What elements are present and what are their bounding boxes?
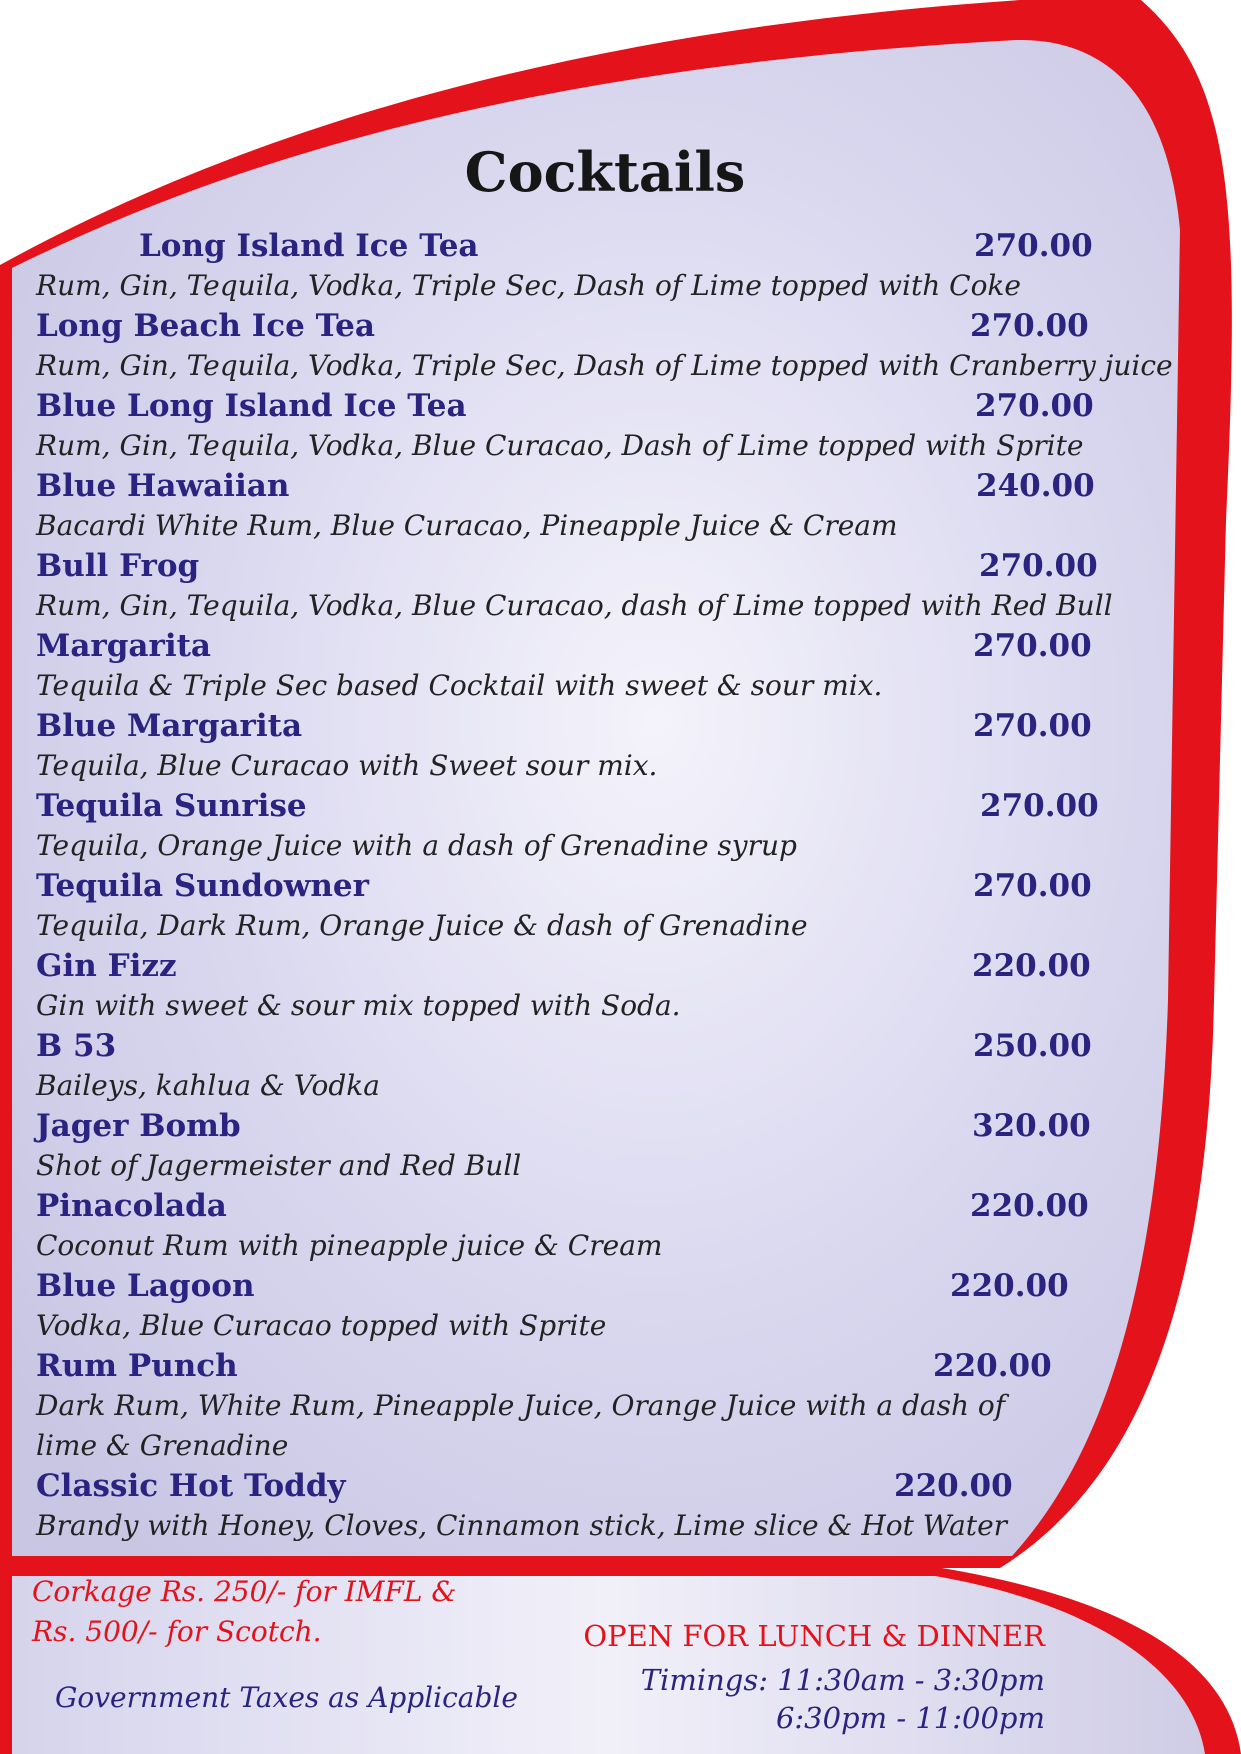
corkage-line-1: Corkage Rs. 250/- for IMFL & (32, 1575, 457, 1608)
item-name: Blue Margarita (36, 708, 303, 744)
item-price: 270.00 (974, 228, 1093, 264)
item-name: Blue Long Island Ice Tea (36, 388, 467, 424)
menu-item (36, 946, 1106, 1026)
item-description: Gin with sweet & sour mix topped with Soda. (36, 989, 681, 1022)
item-description: Tequila, Orange Juice with a dash of Grenadine syrup (36, 829, 797, 862)
item-price: 220.00 (972, 948, 1091, 984)
menu-item (36, 1026, 1106, 1106)
menu-item (36, 866, 1106, 946)
item-description: Tequila & Triple Sec based Cocktail with sweet & sour mix. (36, 669, 883, 702)
menu-item (36, 306, 1173, 386)
item-price: 270.00 (973, 868, 1092, 904)
corkage-note (32, 1572, 456, 1652)
item-name: Tequila Sundowner (36, 868, 369, 904)
menu-item (36, 626, 1106, 706)
menu-item (36, 706, 1106, 786)
item-name: Long Island Ice Tea (139, 228, 479, 264)
item-price: 220.00 (933, 1348, 1052, 1384)
item-price: 270.00 (973, 628, 1092, 664)
menu-item (36, 1466, 1106, 1546)
item-description: Baileys, kahlua & Vodka (36, 1069, 380, 1102)
corkage-line-2: Rs. 500/- for Scotch. (32, 1615, 322, 1648)
item-description: Brandy with Honey, Cloves, Cinnamon stick, Lime slice & Hot Water (36, 1509, 1008, 1542)
item-description: Rum, Gin, Tequila, Vodka, Triple Sec, Dash of Lime topped with Cranberry juice (36, 349, 1173, 382)
open-hours-heading: OPEN FOR LUNCH & DINNER (583, 1619, 1045, 1653)
item-description: Shot of Jagermeister and Red Bull (36, 1149, 522, 1182)
menu-item (36, 1346, 1106, 1466)
item-description: Tequila, Dark Rum, Orange Juice & dash of Grenadine (36, 909, 808, 942)
item-name: Blue Hawaiian (36, 468, 290, 504)
item-description: Coconut Rum with pineapple juice & Cream (36, 1229, 663, 1262)
page-title: Cocktails (464, 140, 746, 204)
item-description: Rum, Gin, Tequila, Vodka, Blue Curacao, dash of Lime topped with Red Bull (36, 589, 1113, 622)
item-description: Dark Rum, White Rum, Pineapple Juice, Orange Juice with a dash of lime & Grenadine (36, 1389, 1006, 1462)
item-description: Tequila, Blue Curacao with Sweet sour mix. (36, 749, 658, 782)
menu-item (36, 1106, 1106, 1186)
item-name: Classic Hot Toddy (36, 1468, 346, 1504)
item-price: 240.00 (976, 468, 1095, 504)
timing-dinner: 6:30pm - 11:00pm (775, 1701, 1045, 1735)
item-name: Rum Punch (36, 1348, 238, 1384)
menu-item (36, 1186, 1106, 1266)
item-price: 270.00 (980, 788, 1099, 824)
item-name: Bull Frog (36, 548, 200, 584)
menu-item (36, 546, 1113, 626)
item-description: Rum, Gin, Tequila, Vodka, Blue Curacao, Dash of Lime topped with Sprite (36, 429, 1084, 462)
item-price: 220.00 (970, 1188, 1089, 1224)
menu-item (36, 386, 1106, 466)
menu-item (36, 786, 1106, 866)
cocktail-menu (36, 226, 1173, 1546)
item-price: 270.00 (979, 548, 1098, 584)
item-description: Rum, Gin, Tequila, Vodka, Triple Sec, Dash of Lime topped with Coke (36, 269, 1021, 302)
item-price: 270.00 (973, 708, 1092, 744)
timing-lunch: Timings: 11:30am - 3:30pm (640, 1663, 1045, 1697)
item-price: 320.00 (972, 1108, 1091, 1144)
item-description: Vodka, Blue Curacao topped with Sprite (36, 1309, 607, 1342)
item-price: 270.00 (975, 388, 1094, 424)
item-name: B 53 (36, 1028, 117, 1064)
item-name: Long Beach Ice Tea (36, 308, 375, 344)
item-price: 270.00 (970, 308, 1089, 344)
item-name: Blue Lagoon (36, 1268, 255, 1304)
item-name: Margarita (36, 628, 212, 664)
item-name: Gin Fizz (36, 948, 177, 984)
item-price: 220.00 (950, 1268, 1069, 1304)
item-name: Pinacolada (36, 1188, 227, 1224)
menu-item (36, 226, 1106, 306)
item-name: Tequila Sunrise (36, 788, 307, 824)
item-price: 220.00 (894, 1468, 1013, 1504)
item-description: Bacardi White Rum, Blue Curacao, Pineapple Juice & Cream (36, 509, 898, 542)
menu-item (36, 466, 1106, 546)
item-price: 250.00 (973, 1028, 1092, 1064)
item-name: Jager Bomb (36, 1108, 241, 1144)
taxes-note: Government Taxes as Applicable (55, 1681, 518, 1714)
menu-item (36, 1266, 1106, 1346)
